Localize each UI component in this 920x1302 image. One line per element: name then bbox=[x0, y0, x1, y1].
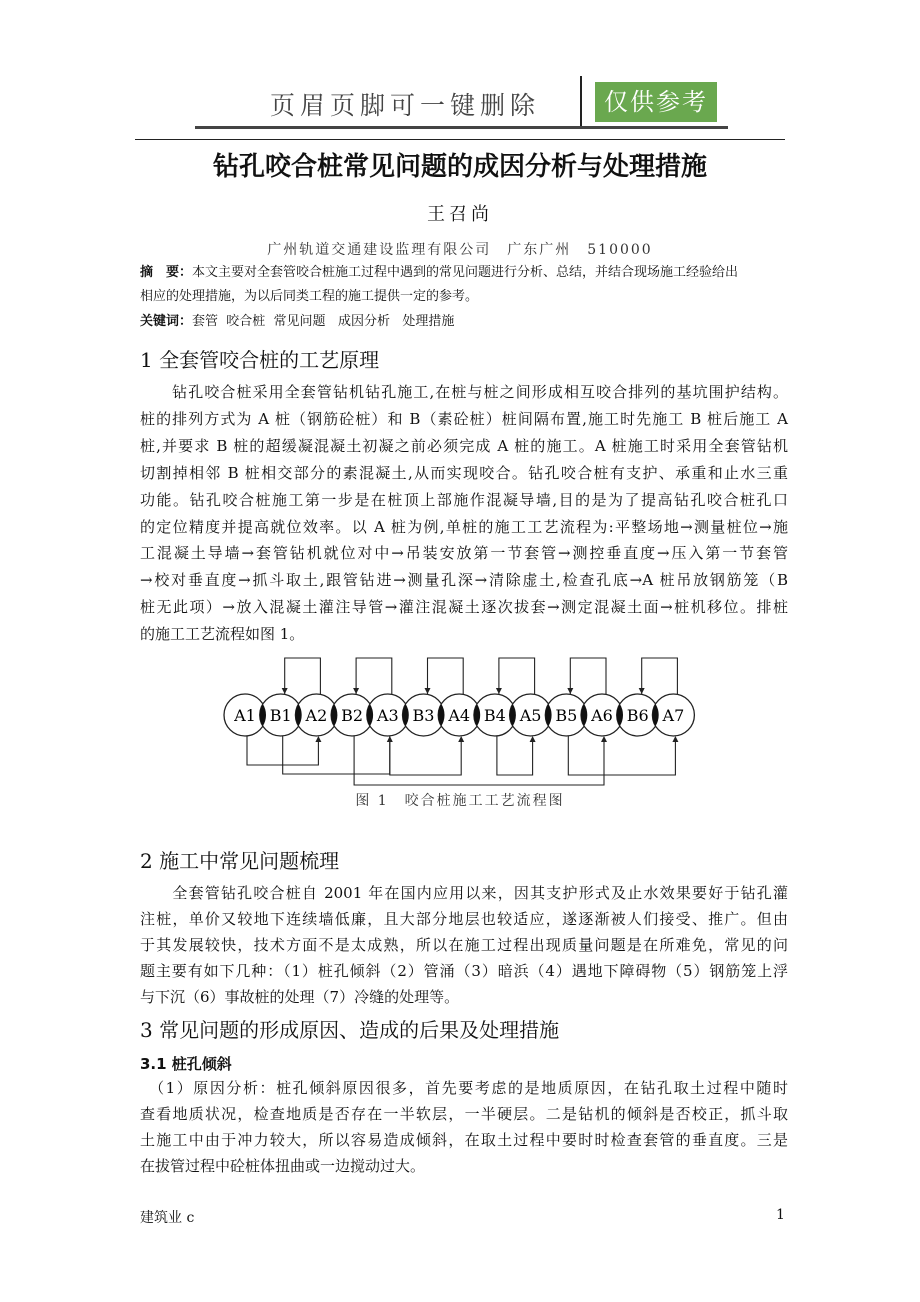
pile-label: A7 bbox=[662, 706, 685, 725]
abstract-line: 相应的处理措施，为以后同类工程的施工提供一定的参考。 bbox=[140, 289, 479, 304]
paragraph-line: 的定位精度并提高就位效率。以 A 桩为例,单桩的施工工艺流程为:平整场地→测量桩位→施 bbox=[140, 517, 788, 536]
paragraph-line: 题主要有如下几种：（1）桩孔倾斜（2）管涌（3）暗浜（4）遇地下障碍物（5）钢筋笼上浮 bbox=[140, 962, 788, 980]
affiliation: 广州轨道交通建设监理有限公司 广东广州 510000 bbox=[267, 242, 653, 258]
pile-label: A2 bbox=[305, 706, 328, 725]
flow-line bbox=[354, 736, 604, 785]
flow-arrow-icon bbox=[530, 736, 536, 742]
header-watermark-text: 页眉页脚可一键删除 bbox=[270, 91, 541, 120]
flow-line bbox=[499, 658, 535, 694]
flow-line bbox=[568, 736, 675, 775]
section-2-heading: 2 施工中常见问题梳理 bbox=[140, 849, 340, 873]
footer-left: 建筑业 c bbox=[140, 1210, 195, 1226]
reference-only-badge: 仅供参考 bbox=[595, 82, 717, 122]
section-1-heading: 1 全套管咬合桩的工艺原理 bbox=[140, 348, 380, 372]
flow-arrow-icon bbox=[353, 688, 359, 694]
paragraph-line: 全套管钻孔咬合桩自 2001 年在国内应用以来，因其支护形式及止水效果要好于钻孔灌 bbox=[140, 884, 788, 902]
section-3-1-heading: 3.1 桩孔倾斜 bbox=[140, 1055, 232, 1073]
pile-label: A6 bbox=[591, 706, 613, 725]
flow-line bbox=[390, 736, 461, 775]
paragraph-line: 桩无此项）→放入混凝土灌注导管→灌注混凝土逐次拔套→测定混凝土面→桩机移位。排桩 bbox=[140, 598, 788, 617]
flow-line bbox=[428, 658, 464, 694]
abstract bbox=[140, 261, 788, 334]
paragraph-line: 于其发展较快，技术方面不是太成熟，所以在施工过程出现质量问题是在所难免，常见的问 bbox=[140, 936, 788, 954]
keywords-label: 关键词： bbox=[140, 314, 193, 329]
flow-line bbox=[285, 658, 321, 694]
flow-arrow-icon bbox=[496, 688, 502, 694]
paragraph-line: 工混凝土导墙→套管钻机就位对中→吊装安放第一节套管→测控垂直度→压入第一节套管 bbox=[140, 544, 788, 563]
flow-line bbox=[642, 658, 678, 694]
flow-arrow-icon bbox=[672, 736, 678, 742]
section-3-heading: 3 常见问题的形成原因、造成的后果及处理措施 bbox=[140, 1018, 560, 1042]
paragraph-line: 切割掉相邻 B 桩相交部分的素混凝土,从而实现咬合。钻孔咬合桩有支护、承重和止水三重 bbox=[140, 463, 788, 482]
abstract-label: 摘 要： bbox=[140, 265, 193, 280]
flow-arrow-icon bbox=[458, 736, 464, 742]
pile-label: A1 bbox=[234, 706, 256, 725]
paragraph-line: 查看地质状况，检查地质是否存在一半软层，一半硬层。二是钻机的倾斜是否校正，抓斗取 bbox=[140, 1105, 788, 1123]
paragraph-line: 与下沉（6）事故桩的处理（7）冷缝的处理等。 bbox=[140, 988, 460, 1006]
flow-arrow-icon bbox=[567, 688, 573, 694]
flow-arrow-icon bbox=[282, 688, 288, 694]
flow-arrow-icon bbox=[601, 736, 607, 742]
author: 王召尚 bbox=[427, 204, 493, 225]
paragraph-line: 桩的排列方式为 A 桩（钢筋砼桩）和 B（素砼桩）桩间隔布置,施工时先施工 B 桩后施工 A bbox=[140, 409, 788, 428]
pile-label: B1 bbox=[269, 706, 292, 725]
paragraph-line: →校对垂直度→抓斗取土,跟管钻进→测量孔深→清除虚土,检查孔底→A 桩吊放钢筋笼（B bbox=[140, 571, 788, 590]
pile-label: B5 bbox=[555, 706, 578, 725]
flow-arrow-icon bbox=[639, 688, 645, 694]
abstract-line: 本文主要对全套管咬合桩施工过程中遇到的常见问题进行分析、总结，并结合现场施工经验给出 bbox=[192, 265, 739, 280]
flow-arrow-icon bbox=[315, 736, 321, 742]
flow-arrow-icon bbox=[425, 688, 431, 694]
flow-line bbox=[570, 658, 606, 694]
page-top-rule bbox=[135, 139, 785, 140]
figure-1-caption: 图 1 咬合桩施工工艺流程图 bbox=[355, 793, 565, 809]
page-number: 1 bbox=[776, 1207, 785, 1223]
flow-line bbox=[283, 736, 390, 774]
header-underline bbox=[195, 126, 728, 129]
paper-title: 钻孔咬合桩常见问题的成因分析与处理措施 bbox=[212, 152, 707, 182]
pile-label: B2 bbox=[341, 706, 364, 725]
figure-1-diagram bbox=[220, 650, 700, 790]
paragraph-line: 功能。钻孔咬合桩施工第一步是在桩顶上部施作混凝导墙,目的是为了提高钻孔咬合桩孔口 bbox=[140, 490, 788, 509]
keywords-text: 套管 咬合桩 常见问题 成因分析 处理措施 bbox=[192, 314, 455, 329]
paragraph-line: 注桩，单价又较地下连续墙低廉，且大部分地层也较适应，遂逐渐被人们接受、推广。但由 bbox=[140, 910, 788, 928]
pile-label: B6 bbox=[626, 706, 649, 725]
paragraph-line: 土施工中由于冲力较大，所以容易造成倾斜，在取土过程中要时时检查套管的垂直度。三是 bbox=[140, 1131, 788, 1149]
pile-label: A3 bbox=[376, 706, 399, 725]
paragraph-line: 在拔管过程中砼桩体扭曲或一边搅动过大。 bbox=[140, 1157, 426, 1175]
header-divider bbox=[580, 76, 582, 128]
pile-label: B3 bbox=[412, 706, 435, 725]
pile-label: A4 bbox=[448, 706, 471, 725]
flow-line bbox=[497, 736, 533, 775]
pile-label: A5 bbox=[519, 706, 542, 725]
paragraph-line: 桩,并要求 B 桩的超缓凝混凝土初凝之前必须完成 A 桩的施工。A 桩施工时采用全套管钻机 bbox=[140, 436, 788, 455]
paragraph-line: 钻孔咬合桩采用全套管钻机钻孔施工,在桩与桩之间形成相互咬合排列的基坑围护结构。 bbox=[140, 383, 788, 401]
paragraph-line: 的施工工艺流程如图 1。 bbox=[140, 625, 305, 644]
paragraph-line: （1）原因分析：桩孔倾斜原因很多，首先要考虑的是地质原因，在钻孔取土过程中随时 bbox=[140, 1079, 788, 1097]
pile-label: B4 bbox=[483, 706, 506, 725]
flow-line bbox=[356, 658, 392, 694]
